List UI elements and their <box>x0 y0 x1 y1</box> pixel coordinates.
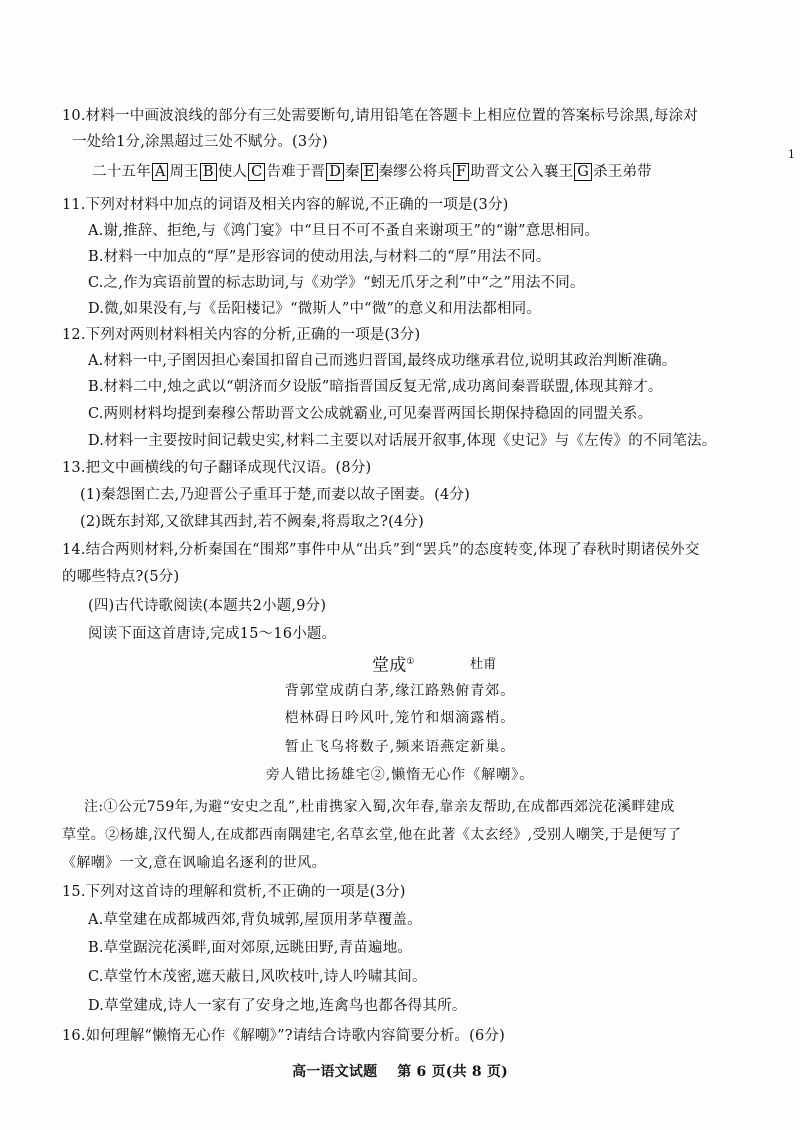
q12-option-c: C.两则材料均提到秦穆公帮助晋文公成就霸业,可见秦晋两国长期保持稳固的同盟关系。 <box>88 406 653 422</box>
q12-stem: 12.下列对两则材料相关内容的分析,正确的一项是(3分) <box>62 327 421 343</box>
q14-line2: 的哪些特点?(5分) <box>62 569 180 585</box>
poem-author: 杜甫 <box>470 657 497 672</box>
poem-title-text: 堂成 <box>372 655 407 676</box>
poem-title <box>372 652 415 676</box>
q11-stem: 11.下列对材料中加点的词语及相关内容的解说,不正确的一项是(3分) <box>62 197 509 213</box>
q13-sentence-1: (1)秦怨圉亡去,乃迎晋公子重耳于楚,而妻以故子圉妻。(4分) <box>80 487 470 503</box>
segment-text: 秦缪公将兵 <box>378 164 453 180</box>
note-line-1: 注:①公元759年,为避“安史之乱”,杜甫携家入蜀,次年春,靠亲友帮助,在成都西郊浣花溪畔建成 <box>84 799 675 815</box>
q10-line1: 10.材料一中画波浪线的部分有三处需要断句,请用铅笔在答题卡上相应位置的答案标号涂黑,每涂对 <box>62 108 698 124</box>
option-box-e[interactable]: E <box>361 163 378 181</box>
q12-option-b: B.材料二中,烛之武以“朝济而夕设版”暗指晋国反复无常,成功离间秦晋联盟,体现其辩才。 <box>88 379 663 395</box>
page-footer <box>0 1062 800 1082</box>
segment-text: 周王 <box>169 164 199 180</box>
poem-title-note: ① <box>406 657 415 667</box>
option-box-b[interactable]: B <box>200 163 217 181</box>
q11-option-b: B.材料一中加点的“厚”是形容词的使动用法,与材料二的“厚”用法不同。 <box>88 249 551 265</box>
q11-option-c: C.之,作为宾语前置的标志助词,与《劝学》“蚓无爪牙之利”中“之”用法不同。 <box>88 275 585 291</box>
option-box-c[interactable]: C <box>248 163 265 181</box>
option-box-a[interactable]: A <box>152 163 169 181</box>
segment-text: 告难于晋 <box>266 164 326 180</box>
q10-segments <box>92 162 652 182</box>
option-box-f[interactable]: F <box>453 163 469 181</box>
q13-sentence-2: (2)既东封郑,又欲肆其西封,若不阙秦,将焉取之?(4分) <box>80 514 424 530</box>
q11-option-d: D.微,如果没有,与《岳阳楼记》“微斯人”中“微”的意义和用法都相同。 <box>88 301 542 317</box>
note-line-2: 草堂。②杨雄,汉代蜀人,在成都西南隅建宅,名草玄堂,他在此著《太玄经》,受别人嘲笑,于是便写了 <box>62 827 682 843</box>
poem-line-4: 旁人错比扬雄宅②,懒惰无心作《解嘲》。 <box>265 767 535 783</box>
segment-text: 秦 <box>345 164 360 180</box>
segment-text: 使人 <box>217 164 248 180</box>
q15-option-d: D.草堂建成,诗人一家有了安身之地,连禽鸟也都各得其所。 <box>88 998 467 1014</box>
section-heading: (四)古代诗歌阅读(本题共2小题,9分) <box>88 598 327 614</box>
note-line-3: 《解嘲》一文,意在讽喻追名逐利的世风。 <box>62 855 327 871</box>
q15-option-c: C.草堂竹木茂密,遮天蔽日,风吹枝叶,诗人吟啸其间。 <box>88 969 427 985</box>
option-box-d[interactable]: D <box>326 163 344 181</box>
q14-line1: 14.结合两则材料,分析秦国在“围郑”事件中从“出兵”到“罢兵”的态度转变,体现了春秋时期诸侯外交 <box>62 542 700 558</box>
q15-option-b: B.草堂踞浣花溪畔,面对郊原,远眺田野,青苗遍地。 <box>88 940 413 956</box>
q13-stem: 13.把文中画横线的句子翻译成现代汉语。(8分) <box>62 460 372 476</box>
q15-stem: 15.下列对这首诗的理解和赏析,不正确的一项是(3分) <box>62 884 406 900</box>
q15-option-a: A.草堂建在成都城西郊,背负城郭,屋顶用茅草覆盖。 <box>88 912 422 928</box>
footer-title: 高一语文试题 <box>292 1064 378 1080</box>
q10-line2: 一处给1分,涂黑超过三处不赋分。(3分) <box>72 134 328 150</box>
q11-option-a: A.谢,推辞、拒绝,与《鸿门宴》中“旦日不可不蚤自来谢项王”的“谢”意思相同。 <box>88 223 600 239</box>
option-box-g[interactable]: G <box>574 163 592 181</box>
q12-option-d: D.材料一主要按时间记载史实,材料二主要以对话展开叙事,体现《史记》与《左传》的不同笔法。 <box>88 433 717 449</box>
poem-line-1: 背郭堂成荫白茅,缘江路熟俯青郊。 <box>284 683 516 699</box>
segment-text: 杀王弟带 <box>593 164 652 180</box>
margin-mark: 1 <box>788 148 795 161</box>
section-instruction: 阅读下面这首唐诗,完成15～16小题。 <box>88 626 337 642</box>
poem-line-2: 桤林碍日吟风叶,笼竹和烟滴露梢。 <box>284 710 516 726</box>
segment-text: 助晋文公入襄王 <box>470 164 574 180</box>
poem-line-3: 暂止飞乌将数子,频来语燕定新巢。 <box>284 739 516 755</box>
q12-option-a: A.材料一中,子圉因担心秦国扣留自己而逃归晋国,最终成功继承君位,说明其政治判断准确。 <box>88 353 677 369</box>
q16-stem: 16.如何理解“懒惰无心作《解嘲》”?请结合诗歌内容简要分析。(6分) <box>62 1028 505 1044</box>
segment-text: 二十五年 <box>92 164 151 180</box>
footer-page: 第 6 页(共 8 页) <box>397 1064 508 1080</box>
